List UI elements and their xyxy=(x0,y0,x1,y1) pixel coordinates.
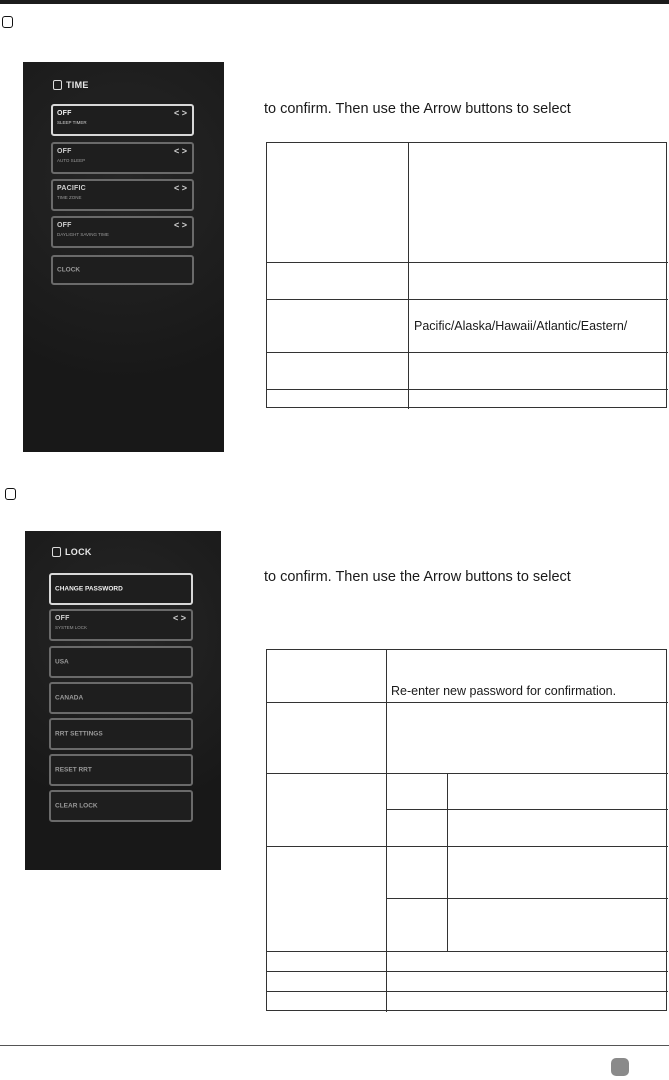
table-row xyxy=(267,353,409,390)
time-zone-options: Pacific/Alaska/Hawaii/Atlantic/Eastern/ xyxy=(414,319,628,333)
table-row xyxy=(409,390,668,409)
system-lock-label: SYSTEM LOCK xyxy=(55,625,88,630)
table-subcell xyxy=(387,847,448,899)
table-row xyxy=(267,390,409,409)
usa-label: USA xyxy=(55,658,69,666)
reset-rrt-label: RESET RRT xyxy=(55,766,92,774)
daylight-saving-item[interactable] xyxy=(51,216,194,248)
table-row xyxy=(387,650,668,703)
table-row xyxy=(267,992,387,1012)
reset-rrt-item[interactable] xyxy=(49,754,193,786)
auto-sleep-label: AUTO SLEEP xyxy=(57,158,86,163)
change-password-item[interactable] xyxy=(49,573,193,605)
table-row xyxy=(387,992,668,1012)
lock-menu-screenshot xyxy=(25,531,221,870)
clock-label: CLOCK xyxy=(57,266,81,274)
rrt-settings-label: RRT SETTINGS xyxy=(55,730,103,738)
table-subcell xyxy=(448,899,668,952)
auto-sleep-arrows-icon[interactable]: < > xyxy=(173,146,187,156)
table-row xyxy=(409,263,668,300)
page-number-badge xyxy=(611,1058,629,1076)
table-row xyxy=(387,972,668,992)
lock-section-icon xyxy=(5,488,16,500)
lock-menu-title: LOCK xyxy=(65,547,92,557)
table-row xyxy=(409,143,668,263)
clock-item[interactable] xyxy=(51,255,194,285)
clear-lock-label: CLEAR LOCK xyxy=(55,802,98,810)
table-subcell xyxy=(448,774,668,810)
time-zone-item[interactable] xyxy=(51,179,194,211)
table-subcell xyxy=(448,810,668,847)
time-zone-label: TIME ZONE xyxy=(57,195,82,200)
table-row xyxy=(409,353,668,390)
daylight-saving-value: OFF xyxy=(57,222,72,229)
table-row xyxy=(267,703,387,774)
table-subcell xyxy=(387,774,448,810)
table-row xyxy=(387,703,668,774)
time-menu-screenshot xyxy=(23,62,224,452)
time-section-icon xyxy=(2,16,13,28)
password-confirm-text: Re-enter new password for confirmation. xyxy=(391,684,617,698)
usa-item[interactable] xyxy=(49,646,193,678)
top-rule xyxy=(0,0,669,4)
menu-box-icon xyxy=(53,80,62,90)
table-subcell xyxy=(387,899,448,952)
change-password-label: CHANGE PASSWORD xyxy=(55,585,123,593)
lock-menu-header xyxy=(52,547,92,557)
daylight-saving-arrows-icon[interactable]: < > xyxy=(173,220,187,230)
time-zone-arrows-icon[interactable]: < > xyxy=(173,183,187,193)
clear-lock-item[interactable] xyxy=(49,790,193,822)
auto-sleep-item[interactable] xyxy=(51,142,194,174)
table-row xyxy=(267,952,387,972)
sleep-timer-value: OFF xyxy=(57,110,72,117)
lock-settings-table xyxy=(266,649,667,1011)
table-row xyxy=(267,300,409,353)
table-subcell xyxy=(448,847,668,899)
system-lock-value: OFF xyxy=(55,615,70,622)
sleep-timer-label: SLEEP TIMER xyxy=(57,120,87,125)
auto-sleep-value: OFF xyxy=(57,148,72,155)
table-row xyxy=(267,143,409,263)
sleep-timer-arrows-icon[interactable]: < > xyxy=(173,108,187,118)
lock-intro-text: to confirm. Then use the Arrow buttons to select xyxy=(264,569,571,585)
table-row xyxy=(267,774,387,847)
sleep-timer-item[interactable] xyxy=(51,104,194,136)
time-menu-header xyxy=(53,80,89,90)
canada-item[interactable] xyxy=(49,682,193,714)
menu-box-icon xyxy=(52,547,61,557)
system-lock-arrows-icon[interactable]: < > xyxy=(172,613,186,623)
time-zone-value: PACIFIC xyxy=(57,185,86,192)
time-menu-title: TIME xyxy=(66,80,89,90)
canada-label: CANADA xyxy=(55,694,84,702)
daylight-saving-label: DAYLIGHT SAVING TIME xyxy=(57,232,109,237)
table-subcell xyxy=(387,810,448,847)
footer-rule xyxy=(0,1045,669,1046)
table-row xyxy=(267,972,387,992)
table-row xyxy=(267,847,387,952)
table-row xyxy=(267,263,409,300)
table-row xyxy=(267,650,387,703)
table-row xyxy=(409,300,668,353)
time-intro-text: to confirm. Then use the Arrow buttons to select xyxy=(264,101,571,117)
rrt-settings-item[interactable] xyxy=(49,718,193,750)
system-lock-item[interactable] xyxy=(49,609,193,641)
time-settings-table xyxy=(266,142,667,408)
table-row xyxy=(387,952,668,972)
